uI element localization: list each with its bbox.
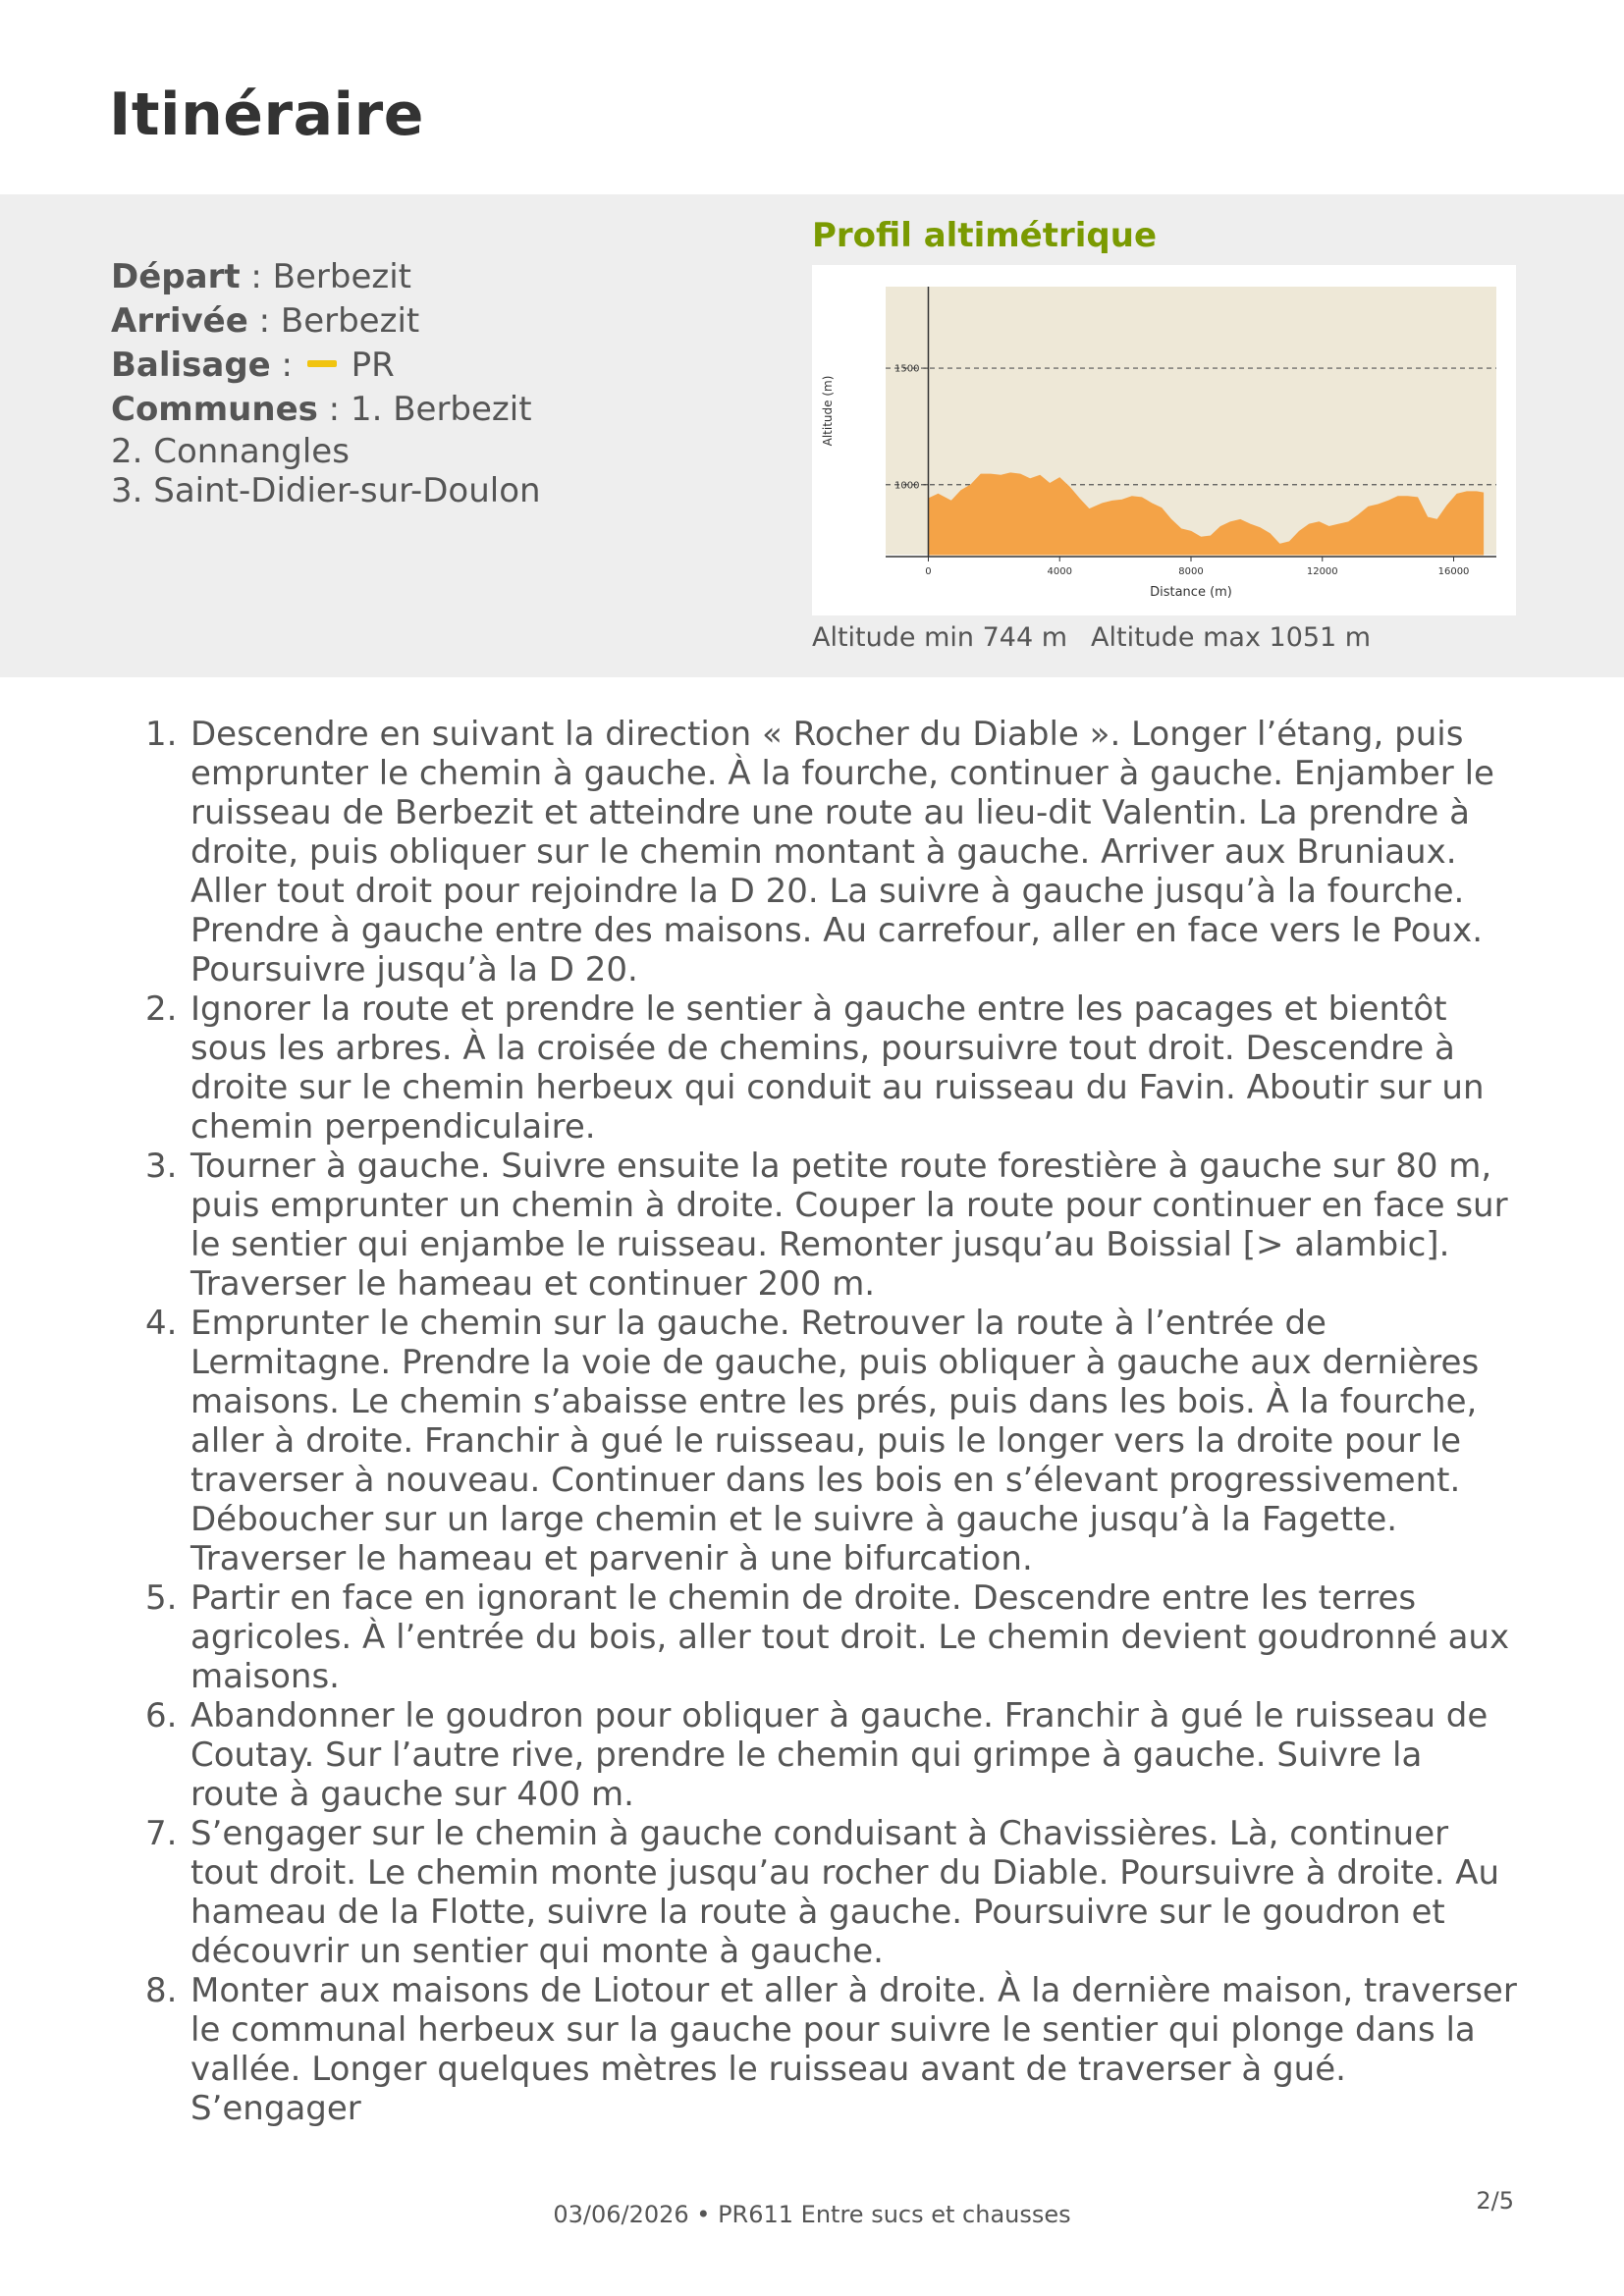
- altitude-max: Altitude max 1051 m: [1091, 622, 1372, 653]
- x-tick-label: 0: [925, 566, 932, 577]
- step-item: [145, 1147, 1520, 1304]
- step-number: 7.: [145, 1814, 178, 1853]
- step-item: [145, 1814, 1520, 1971]
- step-number: 8.: [145, 1971, 178, 2010]
- y-tick-label: 1000: [894, 480, 920, 492]
- step-number: 6.: [145, 1696, 178, 1735]
- commune-item: 3. Saint-Didier-sur-Doulon: [111, 471, 541, 510]
- step-item: [145, 1971, 1520, 2128]
- elevation-chart: [812, 265, 1516, 615]
- depart-value: Berbezit: [272, 257, 412, 296]
- step-text: Partir en face en ignorant le chemin de droite. Descendre entre les terres agricoles. À l’entrée du bois, aller tout droit. Le chemin devient goudronné aux maisons.: [190, 1578, 1510, 1696]
- x-tick-label: 4000: [1047, 566, 1072, 577]
- x-axis-label: Distance (m): [1150, 585, 1232, 600]
- step-number: 2.: [145, 989, 178, 1029]
- step-text: Tourner à gauche. Suivre ensuite la petite route forestière à gauche sur 80 m, puis emprunter un chemin à droite. Couper la route pour continuer en face sur le sentier qui enjambe le ruisseau. Remonter jusqu’au Boissial [> alambic]. Traverser le hameau et continuer 200 m.: [190, 1147, 1508, 1304]
- depart-row: Départ : Berbezit: [111, 257, 412, 296]
- altitude-summary: [812, 622, 1371, 653]
- balisage-row: Balisage : PR: [111, 346, 395, 385]
- page-number: 2/5: [1476, 2187, 1514, 2215]
- step-number: 5.: [145, 1578, 178, 1618]
- route-info: [111, 255, 700, 510]
- step-text: Abandonner le goudron pour obliquer à gauche. Franchir à gué le ruisseau de Coutay. Sur l’autre rive, prendre le chemin qui grimpe à gauche. Suivre la route à gauche sur 400 m.: [190, 1696, 1489, 1814]
- step-text: Monter aux maisons de Liotour et aller à droite. À la dernière maison, traverser le communal herbeux sur la gauche pour suivre le sentier qui plonge dans la vallée. Longer quelques mètres le ruisseau avant de traverser à gué. S’engager: [190, 1971, 1517, 2128]
- elevation-chart-svg: [812, 265, 1516, 615]
- x-tick-label: 16000: [1437, 566, 1470, 577]
- step-item: [145, 1304, 1520, 1578]
- itinerary-steps: [145, 715, 1520, 2128]
- step-number: 1.: [145, 715, 178, 754]
- step-text: S’engager sur le chemin à gauche conduisant à Chavissières. Là, continuer tout droit. Le chemin monte jusqu’au rocher du Diable. Poursuivre à droite. Au hameau de la Flotte, suivre la route à gauche. Poursuivre sur le goudron et découvrir un sentier qui monte à gauche.: [190, 1814, 1500, 1971]
- trail-marker-icon: [307, 360, 337, 367]
- arrivee-row: Arrivée : Berbezit: [111, 301, 420, 341]
- profile-title: Profil altimétrique: [812, 216, 1158, 255]
- step-item: [145, 1696, 1520, 1814]
- x-tick-label: 12000: [1306, 566, 1338, 577]
- step-item: [145, 1578, 1520, 1696]
- step-text: Emprunter le chemin sur la gauche. Retrouver la route à l’entrée de Lermitagne. Prendre la voie de gauche, puis obliquer à gauche aux dernières maisons. Le chemin s’abaisse entre les prés, puis dans les bois. À la fourche, aller à droite. Franchir à gué le ruisseau, puis le longer vers la droite pour le traverser à nouveau. Continuer dans les bois en s’élevant progressivement. Déboucher sur un large chemin et le suivre à gauche jusqu’à la Fagette. Traverser le hameau et parvenir à une bifurcation.: [190, 1304, 1480, 1578]
- communes-label: Communes: [111, 390, 318, 429]
- commune-item: 2. Connangles: [111, 432, 350, 471]
- balisage-value: PR: [351, 346, 395, 385]
- balisage-label: Balisage: [111, 346, 271, 385]
- page-title: Itinéraire: [109, 80, 424, 149]
- y-tick-label: 1500: [894, 363, 920, 375]
- altitude-min: Altitude min 744 m: [812, 622, 1068, 653]
- communes-row: Communes : 1. Berbezit: [111, 390, 532, 429]
- step-item: [145, 715, 1520, 989]
- step-text: Descendre en suivant la direction « Rocher du Diable ». Longer l’étang, puis emprunter le chemin à gauche. À la fourche, continuer à gauche. Enjamber le ruisseau de Berbezit et atteindre une route au lieu-dit Valentin. La prendre à droite, puis obliquer sur le chemin montant à gauche. Arriver aux Bruniaux. Aller tout droit pour rejoindre la D 20. La suivre à gauche jusqu’à la fourche. Prendre à gauche entre des maisons. Au carrefour, aller en face vers le Poux. Poursuivre jusqu’à la D 20.: [190, 715, 1494, 989]
- depart-label: Départ: [111, 257, 241, 296]
- step-text: Ignorer la route et prendre le sentier à gauche entre les pacages et bientôt sous les arbres. À la croisée de chemins, poursuivre tout droit. Descendre à droite sur le chemin herbeux qui conduit au ruisseau du Favin. Aboutir sur un chemin perpendiculaire.: [190, 989, 1485, 1147]
- step-number: 4.: [145, 1304, 178, 1343]
- arrivee-value: Berbezit: [280, 301, 420, 341]
- y-axis-label: Altitude (m): [821, 375, 835, 447]
- step-item: [145, 989, 1520, 1147]
- footer-text: 03/06/2026 • PR611 Entre sucs et chausses: [553, 2201, 1071, 2228]
- x-tick-label: 8000: [1178, 566, 1204, 577]
- arrivee-label: Arrivée: [111, 301, 248, 341]
- commune-item: 1. Berbezit: [350, 390, 532, 429]
- step-number: 3.: [145, 1147, 178, 1186]
